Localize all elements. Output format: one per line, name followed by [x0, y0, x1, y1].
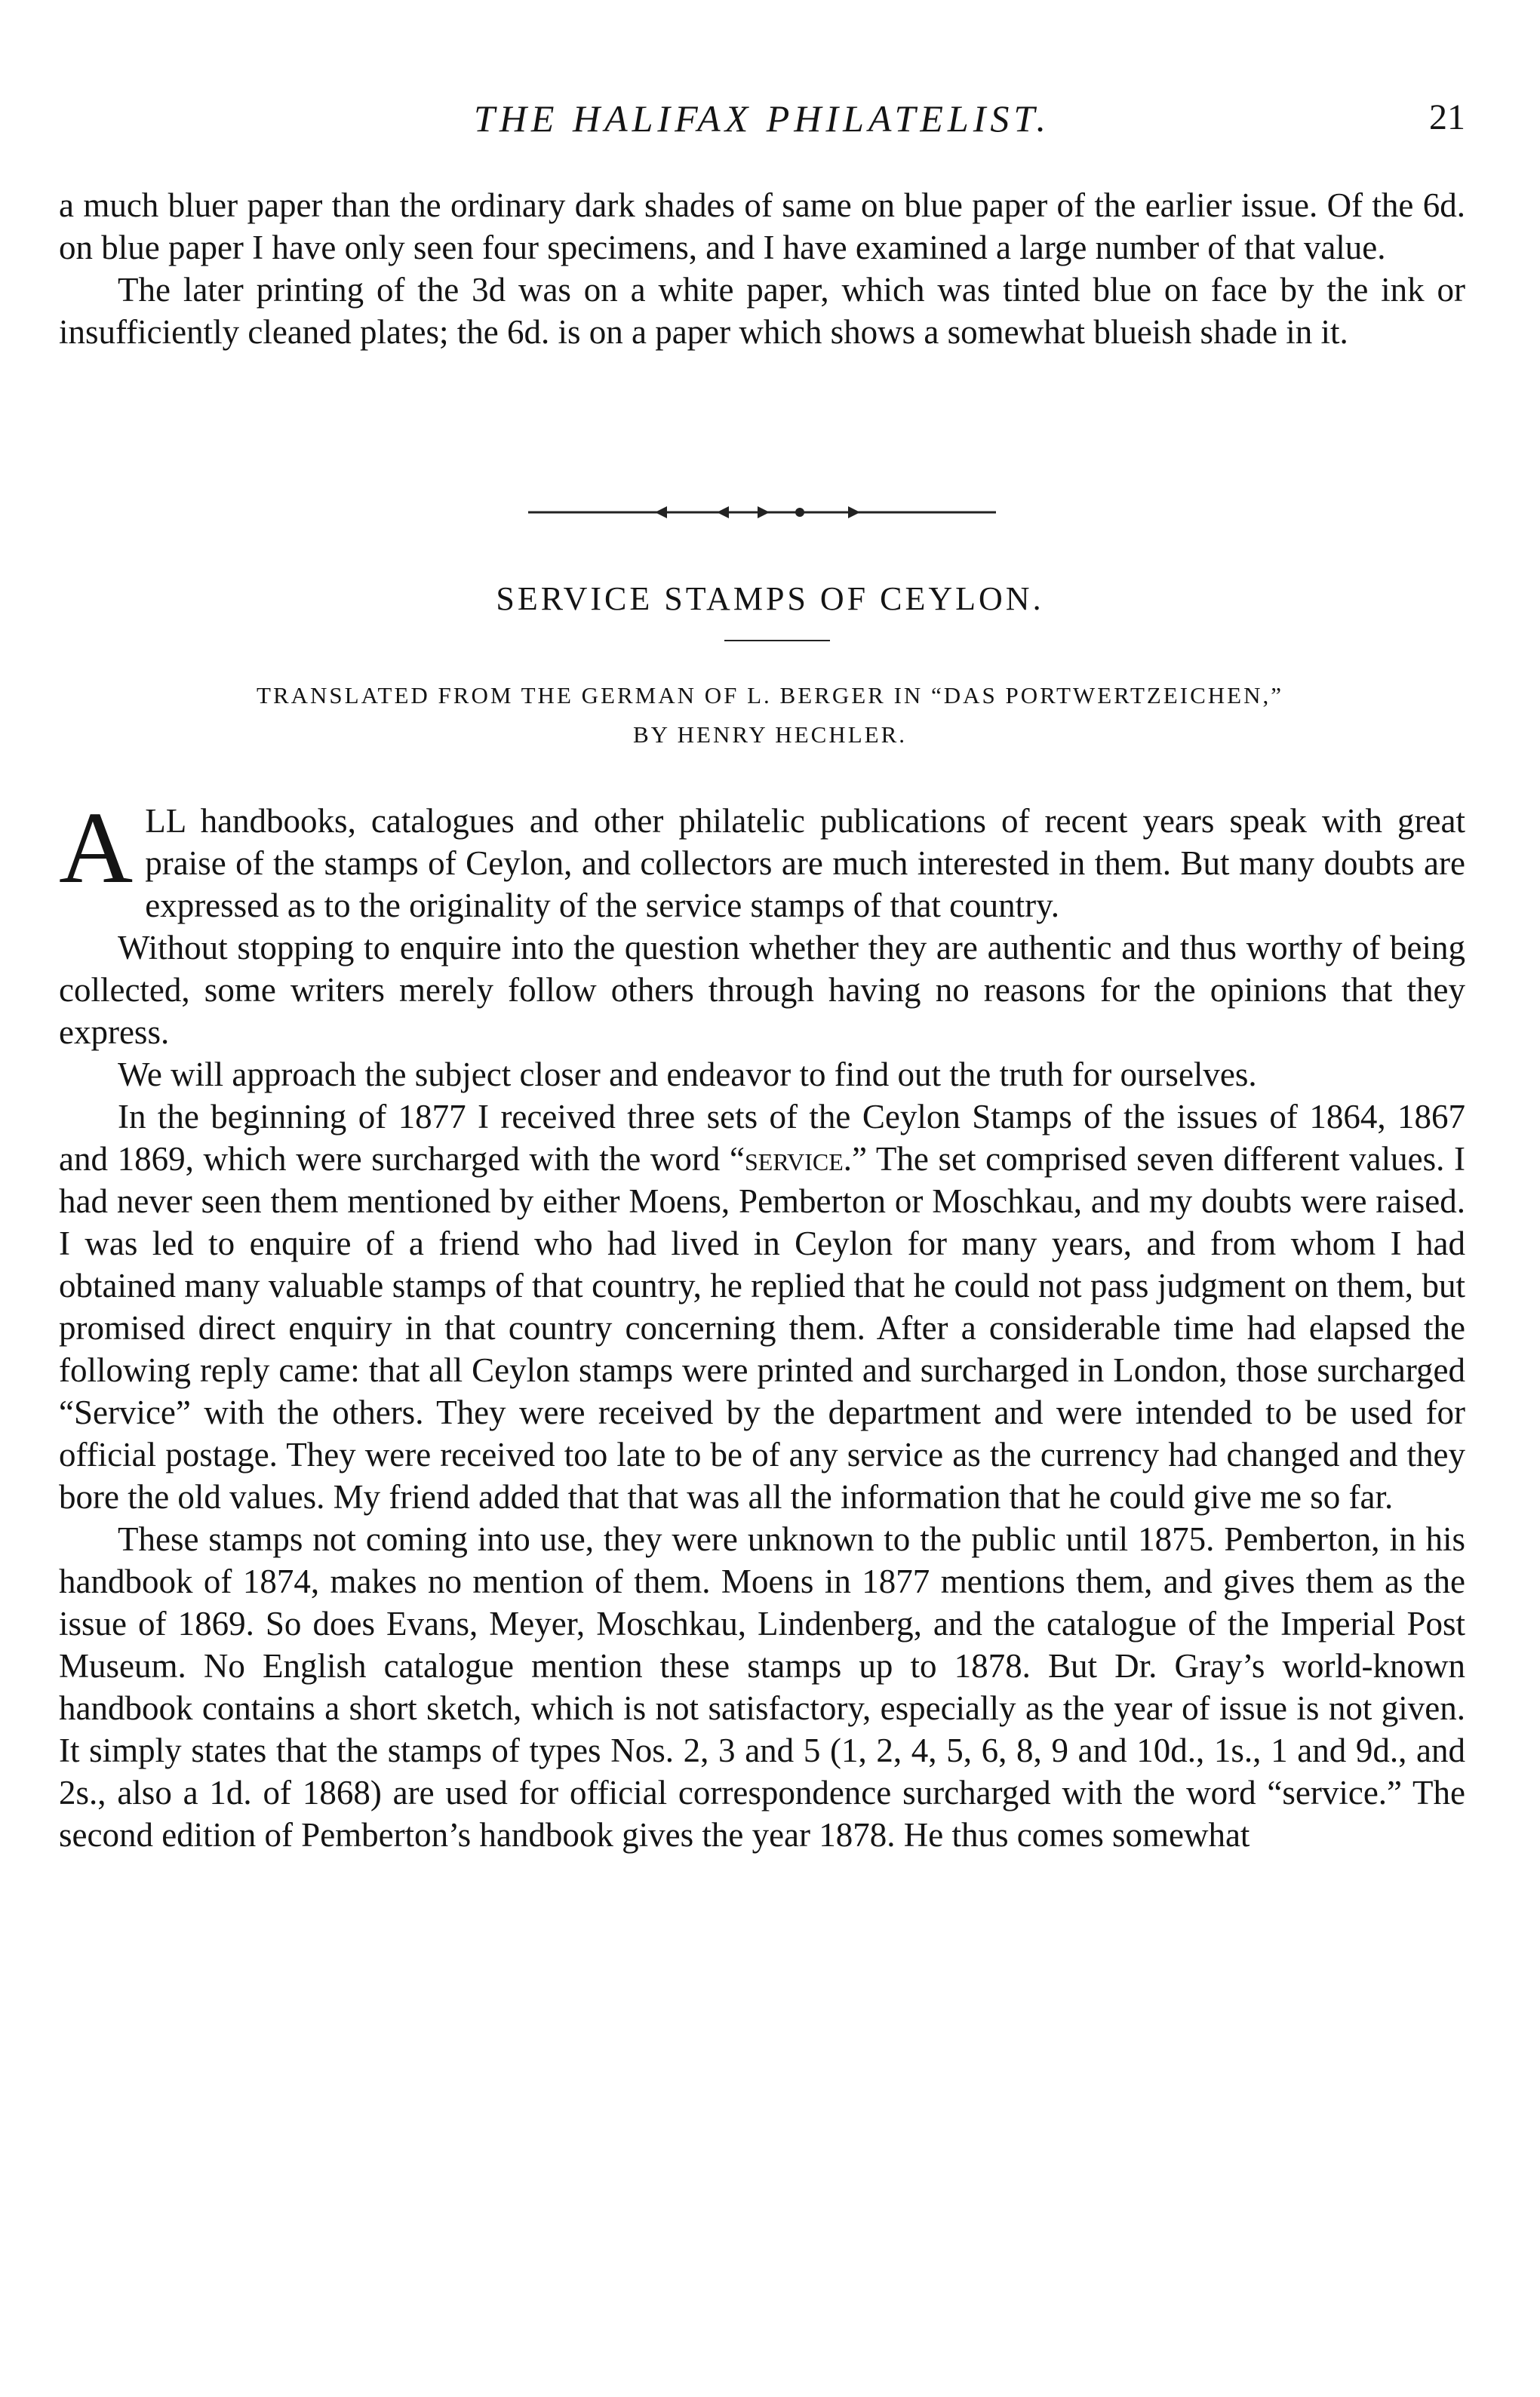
article-paragraph-4 — [59, 1096, 1465, 1518]
article-title: SERVICE STAMPS OF CEYLON. — [496, 580, 1044, 617]
service-word: service — [744, 1140, 844, 1178]
article-paragraph-1 — [59, 791, 1465, 927]
paragraph-text: LL handbooks, catalogues and other philatelic publications of recent years speak with great praise of the stamps of Ceylon, and collectors are much interested in them. But many doubts are expressed as to the originality of the service stamps of that country. — [145, 802, 1465, 924]
intro-paragraph: The later printing of the 3d was on a white paper, which was tinted blue on face by the ink or insufficiently cleaned plates; the 6d. is on a paper which shows a somewhat blueish shade in it. — [59, 271, 1465, 351]
section-divider-ornament — [0, 501, 1540, 524]
drop-cap: A — [59, 791, 134, 905]
page-number: 21 — [1429, 97, 1465, 137]
running-title: THE HALIFAX PHILATELIST. — [474, 97, 1050, 140]
byline-translation: TRANSLATED FROM THE GERMAN OF L. BERGER IN “DAS PORTWERTZEICHEN,” — [257, 682, 1283, 708]
page-header — [59, 97, 1465, 157]
byline-translator: BY HENRY HECHLER. — [632, 721, 907, 748]
title-rule — [724, 640, 830, 641]
article-body — [59, 791, 1465, 1856]
paragraph-text: .” The set comprised seven different values. I had never seen them mentioned by either Moens, Pemberton or Moschkau, and my doubts were raised. I was led to enquire of a friend who had lived in Ceylon for many years, and from whom I had obtained many valuable stamps of that country, he replied that he could not pass judgment on them, but promised direct enquiry in that country concerning them. After a considerable time had elapsed the following reply came: that all Ceylon stamps were printed and surcharged in London, those surcharged “Service” with the others. They were received by the department and were intended to be used for official postage. They were received too late to be of any service as the currency had changed and they bore the old values. My friend added that that was all the information that he could give me so far. — [59, 1140, 1465, 1516]
article-paragraph-2: Without stopping to enquire into the question whether they are authentic and thus worthy of being collected, some writers merely follow others through having no reasons for the opinions that they express. — [59, 929, 1465, 1051]
paragraph-text: In the beginning of 1877 I received three sets of the Ceylon Stamps of the issues of 1864, 1867 and 1869, which were surcharged with the word “ — [59, 1098, 1465, 1178]
article-paragraph-3: We will approach the subject closer and endeavor to find out the truth for ourselves. — [118, 1056, 1257, 1093]
article-byline — [0, 676, 1540, 754]
intro-text — [59, 184, 1465, 353]
article-paragraph-5: These stamps not coming into use, they were unknown to the public until 1875. Pemberton, in his handbook of 1874, makes no mention of them. Moens in 1877 mentions them, and gives them as the issue of 1869. So does Evans, Meyer, Moschkau, Lindenberg, and the catalogue of the Imperial Post Museum. No English catalogue mention these stamps up to 1878. But Dr. Gray’s world-known handbook contains a short sketch, which is not satisfactory, especially as the year of issue is not given. It simply states that the stamps of types Nos. 2, 3 and 5 (1, 2, 4, 5, 6, 8, 9 and 10d., 1s., 1 and 9d., and 2s., also a 1d. of 1868) are used for official correspondence surcharged with the word “service.” The second edition of Pemberton’s handbook gives the year 1878. He thus comes somewhat — [59, 1520, 1465, 1854]
intro-paragraph: a much bluer paper than the ordinary dark shades of same on blue paper of the earlier issue. Of the 6d. on blue paper I have only seen four specimens, and I have examined a large number of that value. — [59, 186, 1465, 266]
